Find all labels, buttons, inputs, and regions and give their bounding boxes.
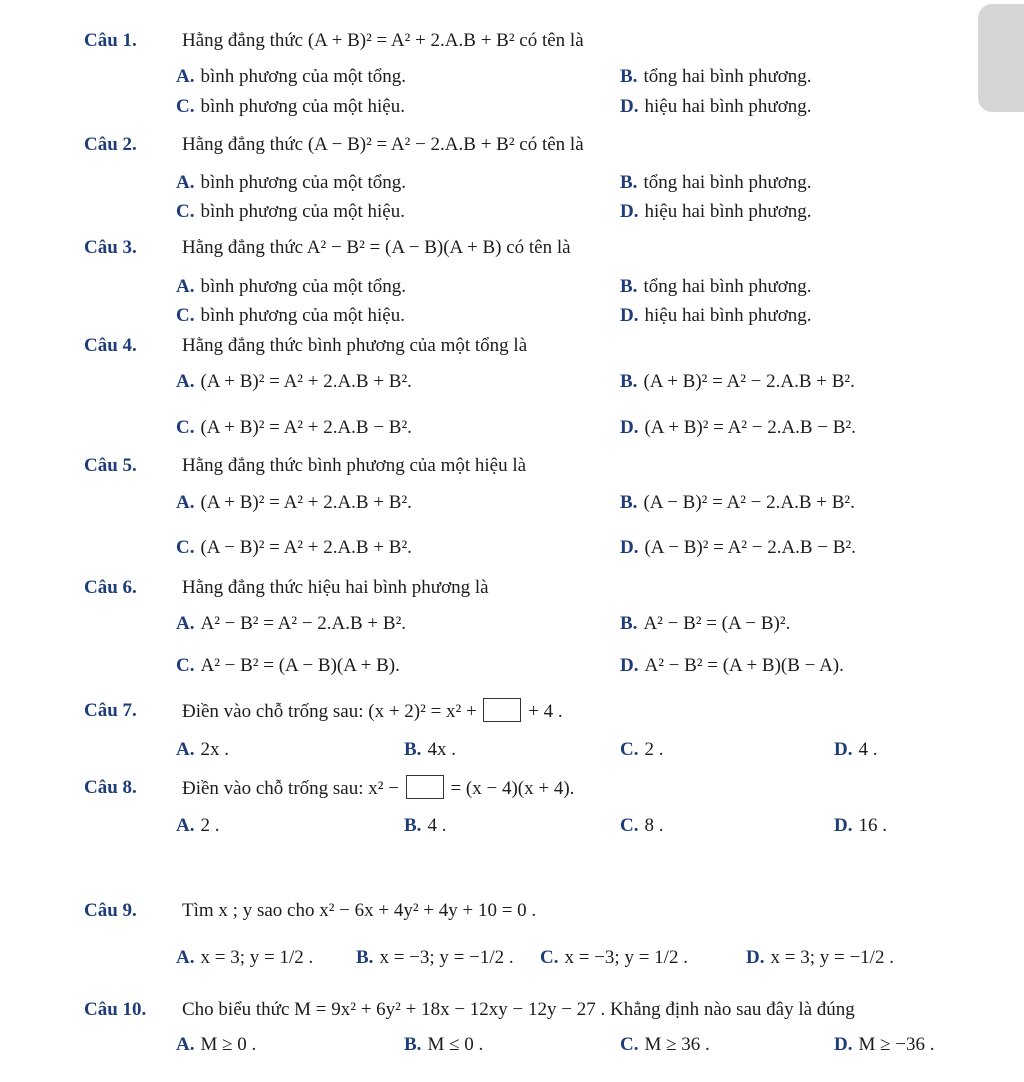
question-5-option-d[interactable]: D. (A − B)² = A² − 2.A.B − B². — [620, 537, 856, 558]
question-8-option-a[interactable]: A. 2 . — [176, 815, 220, 836]
question-6-option-d[interactable]: D. A² − B² = (A + B)(B − A). — [620, 655, 844, 676]
question-4-option-a[interactable]: A. (A + B)² = A² + 2.A.B + B². — [176, 371, 412, 392]
question-10-option-d[interactable]: D. M ≥ −36 . — [834, 1034, 935, 1055]
question-8-option-c[interactable]: C. 8 . — [620, 815, 664, 836]
question-1-option-d[interactable]: D. hiệu hai bình phương. — [620, 96, 812, 117]
question-10-text: Cho biểu thức M = 9x² + 6y² + 18x − 12xy − 12y − 27 . Khẳng định nào sau đây là đúng — [182, 999, 855, 1020]
question-3-option-c[interactable]: C. bình phương của một hiệu. — [176, 305, 405, 326]
question-2-option-c[interactable]: C. bình phương của một hiệu. — [176, 201, 405, 222]
question-7-label: Câu 7. — [84, 700, 137, 721]
question-5-label: Câu 5. — [84, 455, 137, 476]
question-10-option-b[interactable]: B. M ≤ 0 . — [404, 1034, 484, 1055]
question-5-text: Hằng đẳng thức bình phương của một hiệu là — [182, 455, 527, 476]
question-8-blank-box[interactable] — [406, 775, 444, 799]
question-10-option-a[interactable]: A. M ≥ 0 . — [176, 1034, 257, 1055]
question-1-option-c[interactable]: C. bình phương của một hiệu. — [176, 96, 405, 117]
question-3-label: Câu 3. — [84, 237, 137, 258]
question-4-option-b[interactable]: B. (A + B)² = A² − 2.A.B + B². — [620, 371, 855, 392]
question-6-label: Câu 6. — [84, 577, 137, 598]
question-7-option-c[interactable]: C. 2 . — [620, 739, 664, 760]
question-6-option-a[interactable]: A. A² − B² = A² − 2.A.B + B². — [176, 613, 407, 634]
question-9-option-a[interactable]: A. x = 3; y = 1/2 . — [176, 947, 314, 968]
question-9-option-d[interactable]: D. x = 3; y = −1/2 . — [746, 947, 894, 968]
page-corner-shadow — [978, 4, 1024, 112]
question-7-option-d[interactable]: D. 4 . — [834, 739, 878, 760]
question-2-label: Câu 2. — [84, 134, 137, 155]
question-9-text: Tìm x ; y sao cho x² − 6x + 4y² + 4y + 10 = 0 . — [182, 900, 537, 921]
question-2-option-b[interactable]: B. tổng hai bình phương. — [620, 172, 812, 193]
question-10-option-c[interactable]: C. M ≥ 36 . — [620, 1034, 710, 1055]
question-9-option-b[interactable]: B. x = −3; y = −1/2 . — [356, 947, 514, 968]
question-8-text: Điền vào chỗ trống sau: x² − = (x − 4)(x + 4). — [182, 775, 574, 802]
question-2-option-d[interactable]: D. hiệu hai bình phương. — [620, 201, 812, 222]
question-1-option-a[interactable]: A. bình phương của một tổng. — [176, 66, 407, 87]
question-7-text: Điền vào chỗ trống sau: (x + 2)² = x² + + 4 . — [182, 698, 563, 725]
question-5-option-c[interactable]: C. (A − B)² = A² + 2.A.B + B². — [176, 537, 412, 558]
question-5-option-a[interactable]: A. (A + B)² = A² + 2.A.B + B². — [176, 492, 412, 513]
question-4-label: Câu 4. — [84, 335, 137, 356]
question-6-option-b[interactable]: B. A² − B² = (A − B)². — [620, 613, 791, 634]
question-10-label: Câu 10. — [84, 999, 147, 1020]
question-2-text: Hằng đẳng thức (A − B)² = A² − 2.A.B + B² có tên là — [182, 134, 584, 155]
question-4-option-d[interactable]: D. (A + B)² = A² − 2.A.B − B². — [620, 417, 856, 438]
question-1-option-b[interactable]: B. tổng hai bình phương. — [620, 66, 812, 87]
question-5-option-b[interactable]: B. (A − B)² = A² − 2.A.B + B². — [620, 492, 855, 513]
question-9-option-c[interactable]: C. x = −3; y = 1/2 . — [540, 947, 688, 968]
question-7-option-a[interactable]: A. 2x . — [176, 739, 229, 760]
question-3-option-b[interactable]: B. tổng hai bình phương. — [620, 276, 812, 297]
question-6-option-c[interactable]: C. A² − B² = (A − B)(A + B). — [176, 655, 400, 676]
question-6-text: Hằng đẳng thức hiệu hai bình phương là — [182, 577, 489, 598]
question-4-text: Hằng đẳng thức bình phương của một tổng là — [182, 335, 528, 356]
question-8-option-b[interactable]: B. 4 . — [404, 815, 447, 836]
question-8-option-d[interactable]: D. 16 . — [834, 815, 887, 836]
question-3-option-a[interactable]: A. bình phương của một tổng. — [176, 276, 407, 297]
question-7-option-b[interactable]: B. 4x . — [404, 739, 456, 760]
question-3-text: Hằng đẳng thức A² − B² = (A − B)(A + B) có tên là — [182, 237, 571, 258]
question-1-label: Câu 1. — [84, 30, 137, 51]
question-2-option-a[interactable]: A. bình phương của một tổng. — [176, 172, 407, 193]
question-4-option-c[interactable]: C. (A + B)² = A² + 2.A.B − B². — [176, 417, 412, 438]
question-3-option-d[interactable]: D. hiệu hai bình phương. — [620, 305, 812, 326]
question-7-blank-box[interactable] — [483, 698, 521, 722]
question-1-text: Hằng đẳng thức (A + B)² = A² + 2.A.B + B² có tên là — [182, 30, 584, 51]
question-8-label: Câu 8. — [84, 777, 137, 798]
question-9-label: Câu 9. — [84, 900, 137, 921]
